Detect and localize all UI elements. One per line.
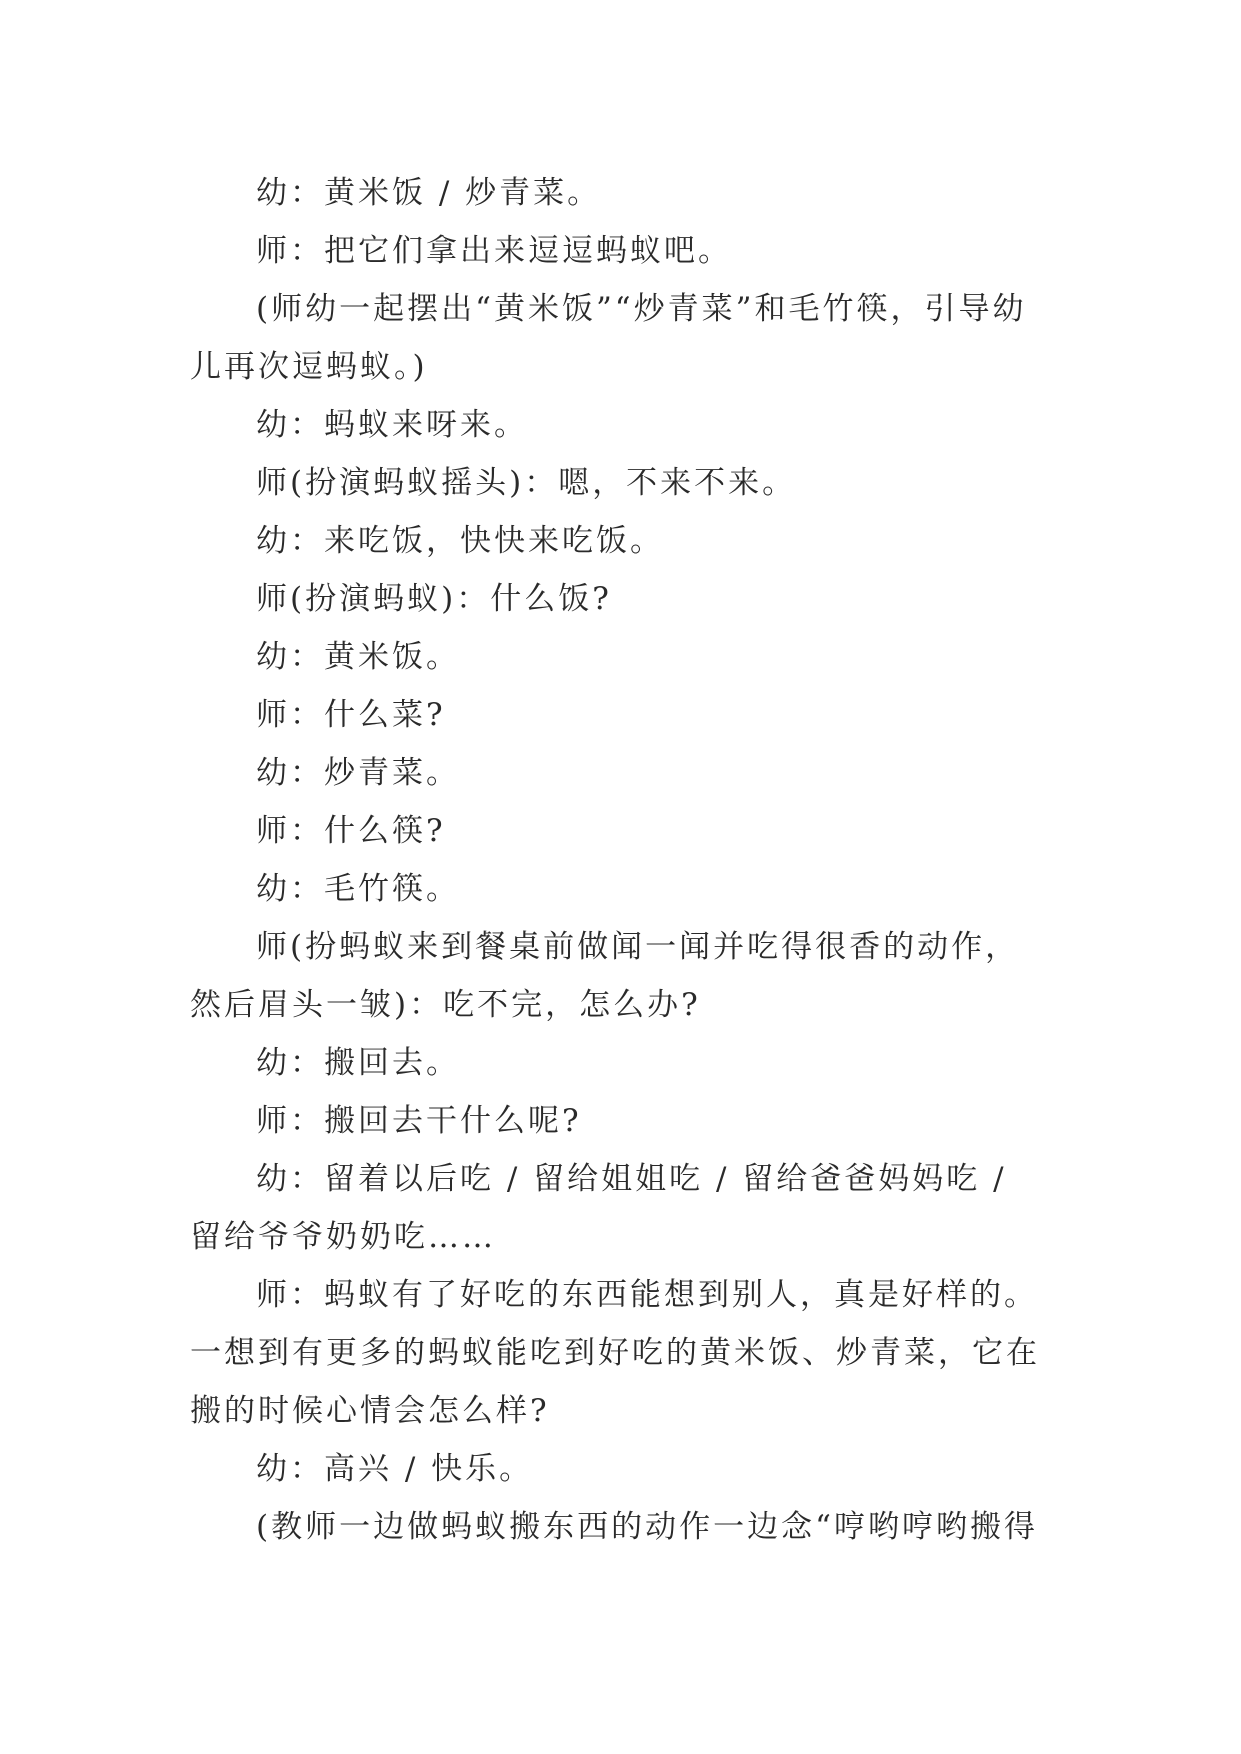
paragraph-7: 师(扮演蚂蚁)：什么饭? [256, 581, 612, 617]
document-body [190, 164, 1050, 1556]
paragraph-16: 幼：留着以后吃 / 留给姐姐吃 / 留给爸爸妈妈吃 / 留给爷爷奶奶吃…… [190, 1161, 1007, 1255]
paragraph-14: 幼：搬回去。 [256, 1045, 460, 1081]
paragraph-2: 师：把它们拿出来逗逗蚂蚁吧。 [256, 233, 732, 269]
paragraph-4: 幼：蚂蚁来呀来。 [256, 407, 528, 443]
paragraph-6: 幼：来吃饭，快快来吃饭。 [256, 523, 664, 559]
paragraph-15: 师：搬回去干什么呢? [256, 1103, 582, 1139]
paragraph-3: (师幼一起摆出“黄米饭”“炒青菜”和毛竹筷，引导幼儿再次逗蚂蚁。) [190, 291, 1027, 385]
paragraph-5: 师(扮演蚂蚁摇头)：嗯，不来不来。 [256, 465, 797, 501]
paragraph-8: 幼：黄米饭。 [256, 639, 460, 675]
paragraph-13: 师(扮蚂蚁来到餐桌前做闻一闻并吃得很香的动作，然后眉头一皱)：吃不完，怎么办? [190, 929, 1020, 1023]
paragraph-12: 幼：毛竹筷。 [256, 871, 460, 907]
paragraph-10: 幼：炒青菜。 [256, 755, 460, 791]
paragraph-1: 幼：黄米饭 / 炒青菜。 [256, 175, 602, 211]
paragraph-17: 师：蚂蚁有了好吃的东西能想到别人，真是好样的。一想到有更多的蚂蚁能吃到好吃的黄米饭、炒青菜，它在搬的时候心情会怎么样? [190, 1277, 1040, 1429]
paragraph-18: 幼：高兴 / 快乐。 [256, 1451, 534, 1487]
paragraph-11: 师：什么筷? [256, 813, 446, 849]
paragraph-19: (教师一边做蚂蚁搬东西的动作一边念“哼哟哼哟搬得 [256, 1509, 1038, 1545]
paragraph-9: 师：什么菜? [256, 697, 446, 733]
